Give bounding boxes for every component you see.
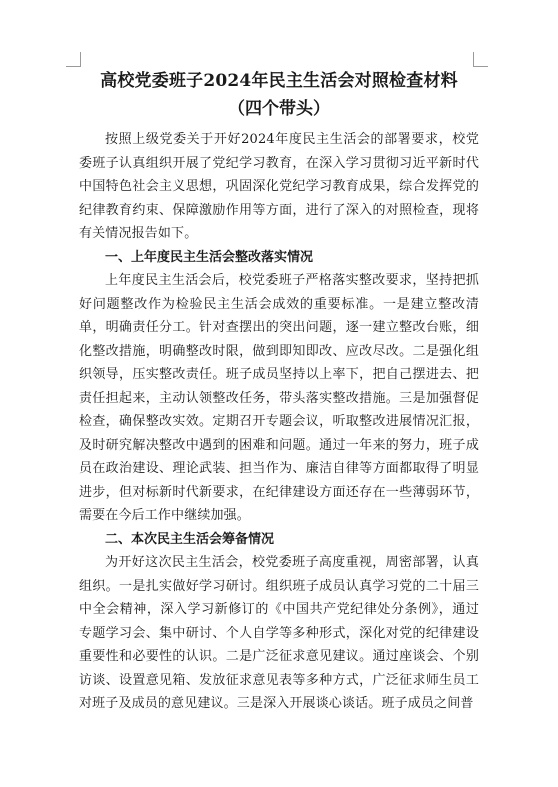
document-title: 高校党委班子2024年民主生活会对照检查材料 xyxy=(100,71,458,91)
intro-paragraph: 按照上级党委关于开好2024年度民主生活会的部署要求，校党委班子认真组织开展了党纪学习教育，在深入学习贯彻习近平新时代中国特色社会主义思想，巩固深化党纪学习教育成果，综合发挥党的纪律教育约束、保障激励作用等方面，进行了深入的对照检查，现将有关情况报告如下。 xyxy=(79,132,479,241)
section-heading-2: 二、本次民主生活会筹备情况 xyxy=(105,531,275,547)
section-2-paragraph: 为开好这次民主生活会，校党委班子高度重视，周密部署，认真组织。一是扎实做好学习研讨。组织班子成员认真学习党的二十届三中全会精神，深入学习新修订的《中国共产党纪律处分条例》，通过专题学习会、集中研讨、个人自学等多种形式，深化对党的纪律建设重要性和必要性的认识。二是广泛征求意见建议。通过座谈会、个别访谈、设置意见箱、发放征求意见表等多种方式，广泛征求师生员工对班子及成员的意见建议。三是深入开展谈心谈话。班子成员之间普 xyxy=(79,555,479,711)
document-body xyxy=(79,62,479,716)
section-1-paragraph: 上年度民主生活会后，校党委班子严格落实整改要求，坚持把抓好问题整改作为检验民主生活会成效的重要标准。一是建立整改清单，明确责任分工。针对查摆出的突出问题，逐一建立整改台账，细化整改措施，明确整改时限，做到即知即改、应改尽改。二是强化组织领导，压实整改责任。班子成员坚持以上率下，把自己摆进去、把责任担起来，主动认领整改任务，带头落实整改措施。三是加强督促检查，确保整改实效。定期召开专题会议，听取整改进展情况汇报，及时研究解决整改中遇到的困难和问题。通过一年来的努力，班子成员在政治建设、理论武装、担当作为、廉洁自律等方面都取得了明显进步，但对标新时代新要求，在纪律建设方面还存在一些薄弱环节，需要在今后工作中继续加强。 xyxy=(79,273,479,523)
document-subtitle: （四个带头） xyxy=(228,99,330,119)
section-heading-1: 一、上年度民主生活会整改落实情况 xyxy=(105,249,314,265)
